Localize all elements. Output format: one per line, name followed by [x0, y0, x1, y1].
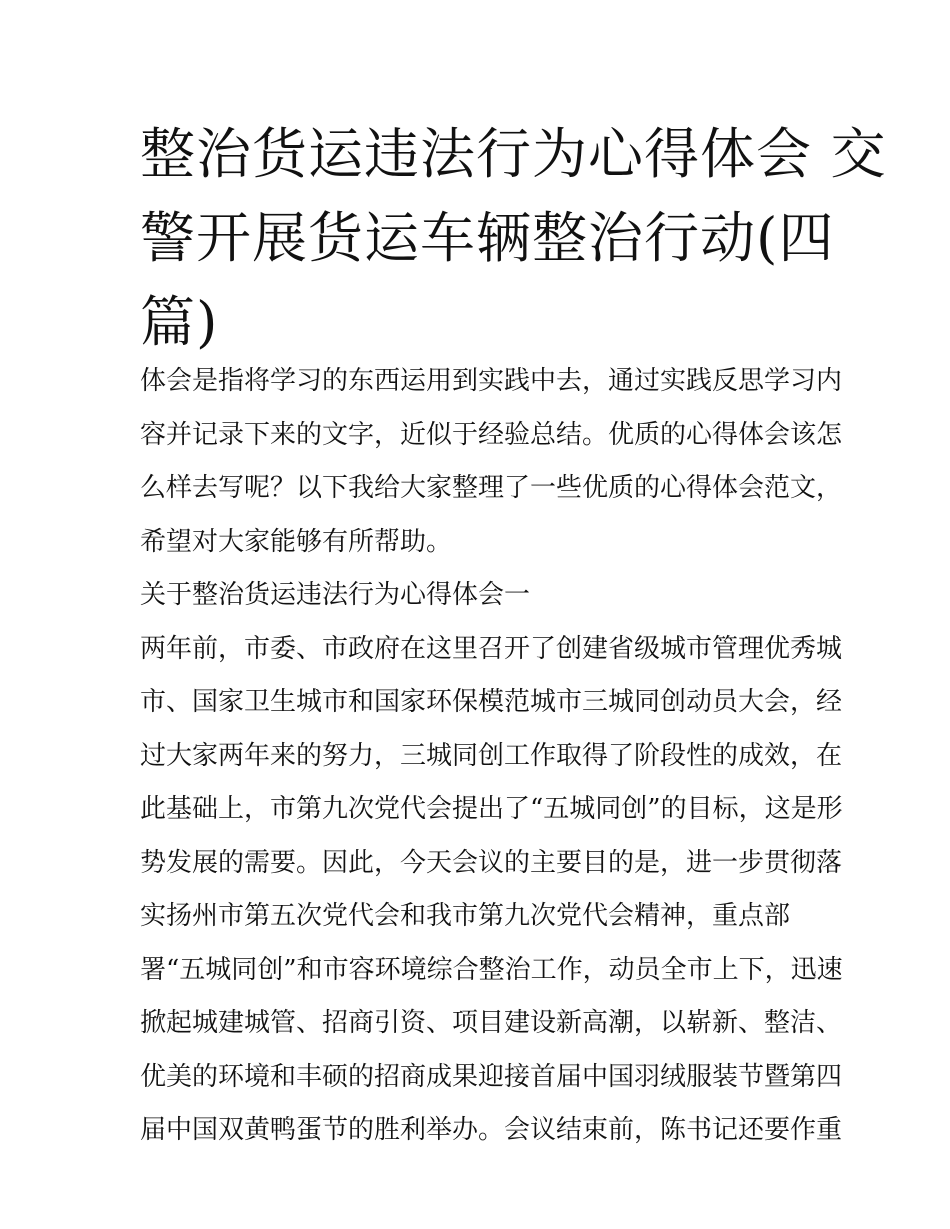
- body-line: 此基础上，市第九次党代会提出了“五城同创”的目标，这是形: [140, 794, 843, 824]
- title-line: 整治货运违法行为心得体会 交: [140, 122, 887, 186]
- body-line: 两年前，市委、市政府在这里召开了创建省级城市管理优秀城: [140, 633, 843, 664]
- body-line: 市、国家卫生城市和国家环保模范城市三城同创动员大会，经: [140, 687, 843, 717]
- title-line: 警开展货运车辆整治行动(四: [140, 206, 835, 270]
- document-body: [140, 355, 843, 1158]
- body-line: 届中国双黄鸭蛋节的胜利举办。会议结束前，陈书记还要作重: [140, 1115, 843, 1145]
- body-line: 势发展的需要。因此，今天会议的主要目的是，进一步贯彻落: [140, 847, 843, 878]
- body-line: 么样去写呢？以下我给大家整理了一些优质的心得体会范文，: [140, 473, 843, 503]
- body-line: 容并记录下来的文字，近似于经验总结。优质的心得体会该怎: [140, 419, 843, 450]
- document-title: [140, 112, 887, 364]
- body-line: 体会是指将学习的东西运用到实践中去，通过实践反思学习内: [140, 366, 843, 396]
- title-line: 篇): [140, 290, 219, 354]
- body-line: 过大家两年来的努力，三城同创工作取得了阶段性的成效，在: [140, 740, 843, 771]
- body-line: 署“五城同创”和市容环境综合整治工作，动员全市上下，迅速: [140, 954, 843, 985]
- body-line: 掀起城建城管、招商引资、项目建设新高潮，以崭新、整洁、: [140, 1008, 843, 1038]
- section-heading: 关于整治货运违法行为心得体会一: [140, 580, 531, 610]
- body-line: 实扬州市第五次党代会和我市第九次党代会精神，重点部: [140, 901, 791, 931]
- body-line: 希望对大家能够有所帮助。: [140, 526, 453, 557]
- body-line: 优美的环境和丰硕的招商成果迎接首届中国羽绒服装节暨第四: [140, 1061, 843, 1092]
